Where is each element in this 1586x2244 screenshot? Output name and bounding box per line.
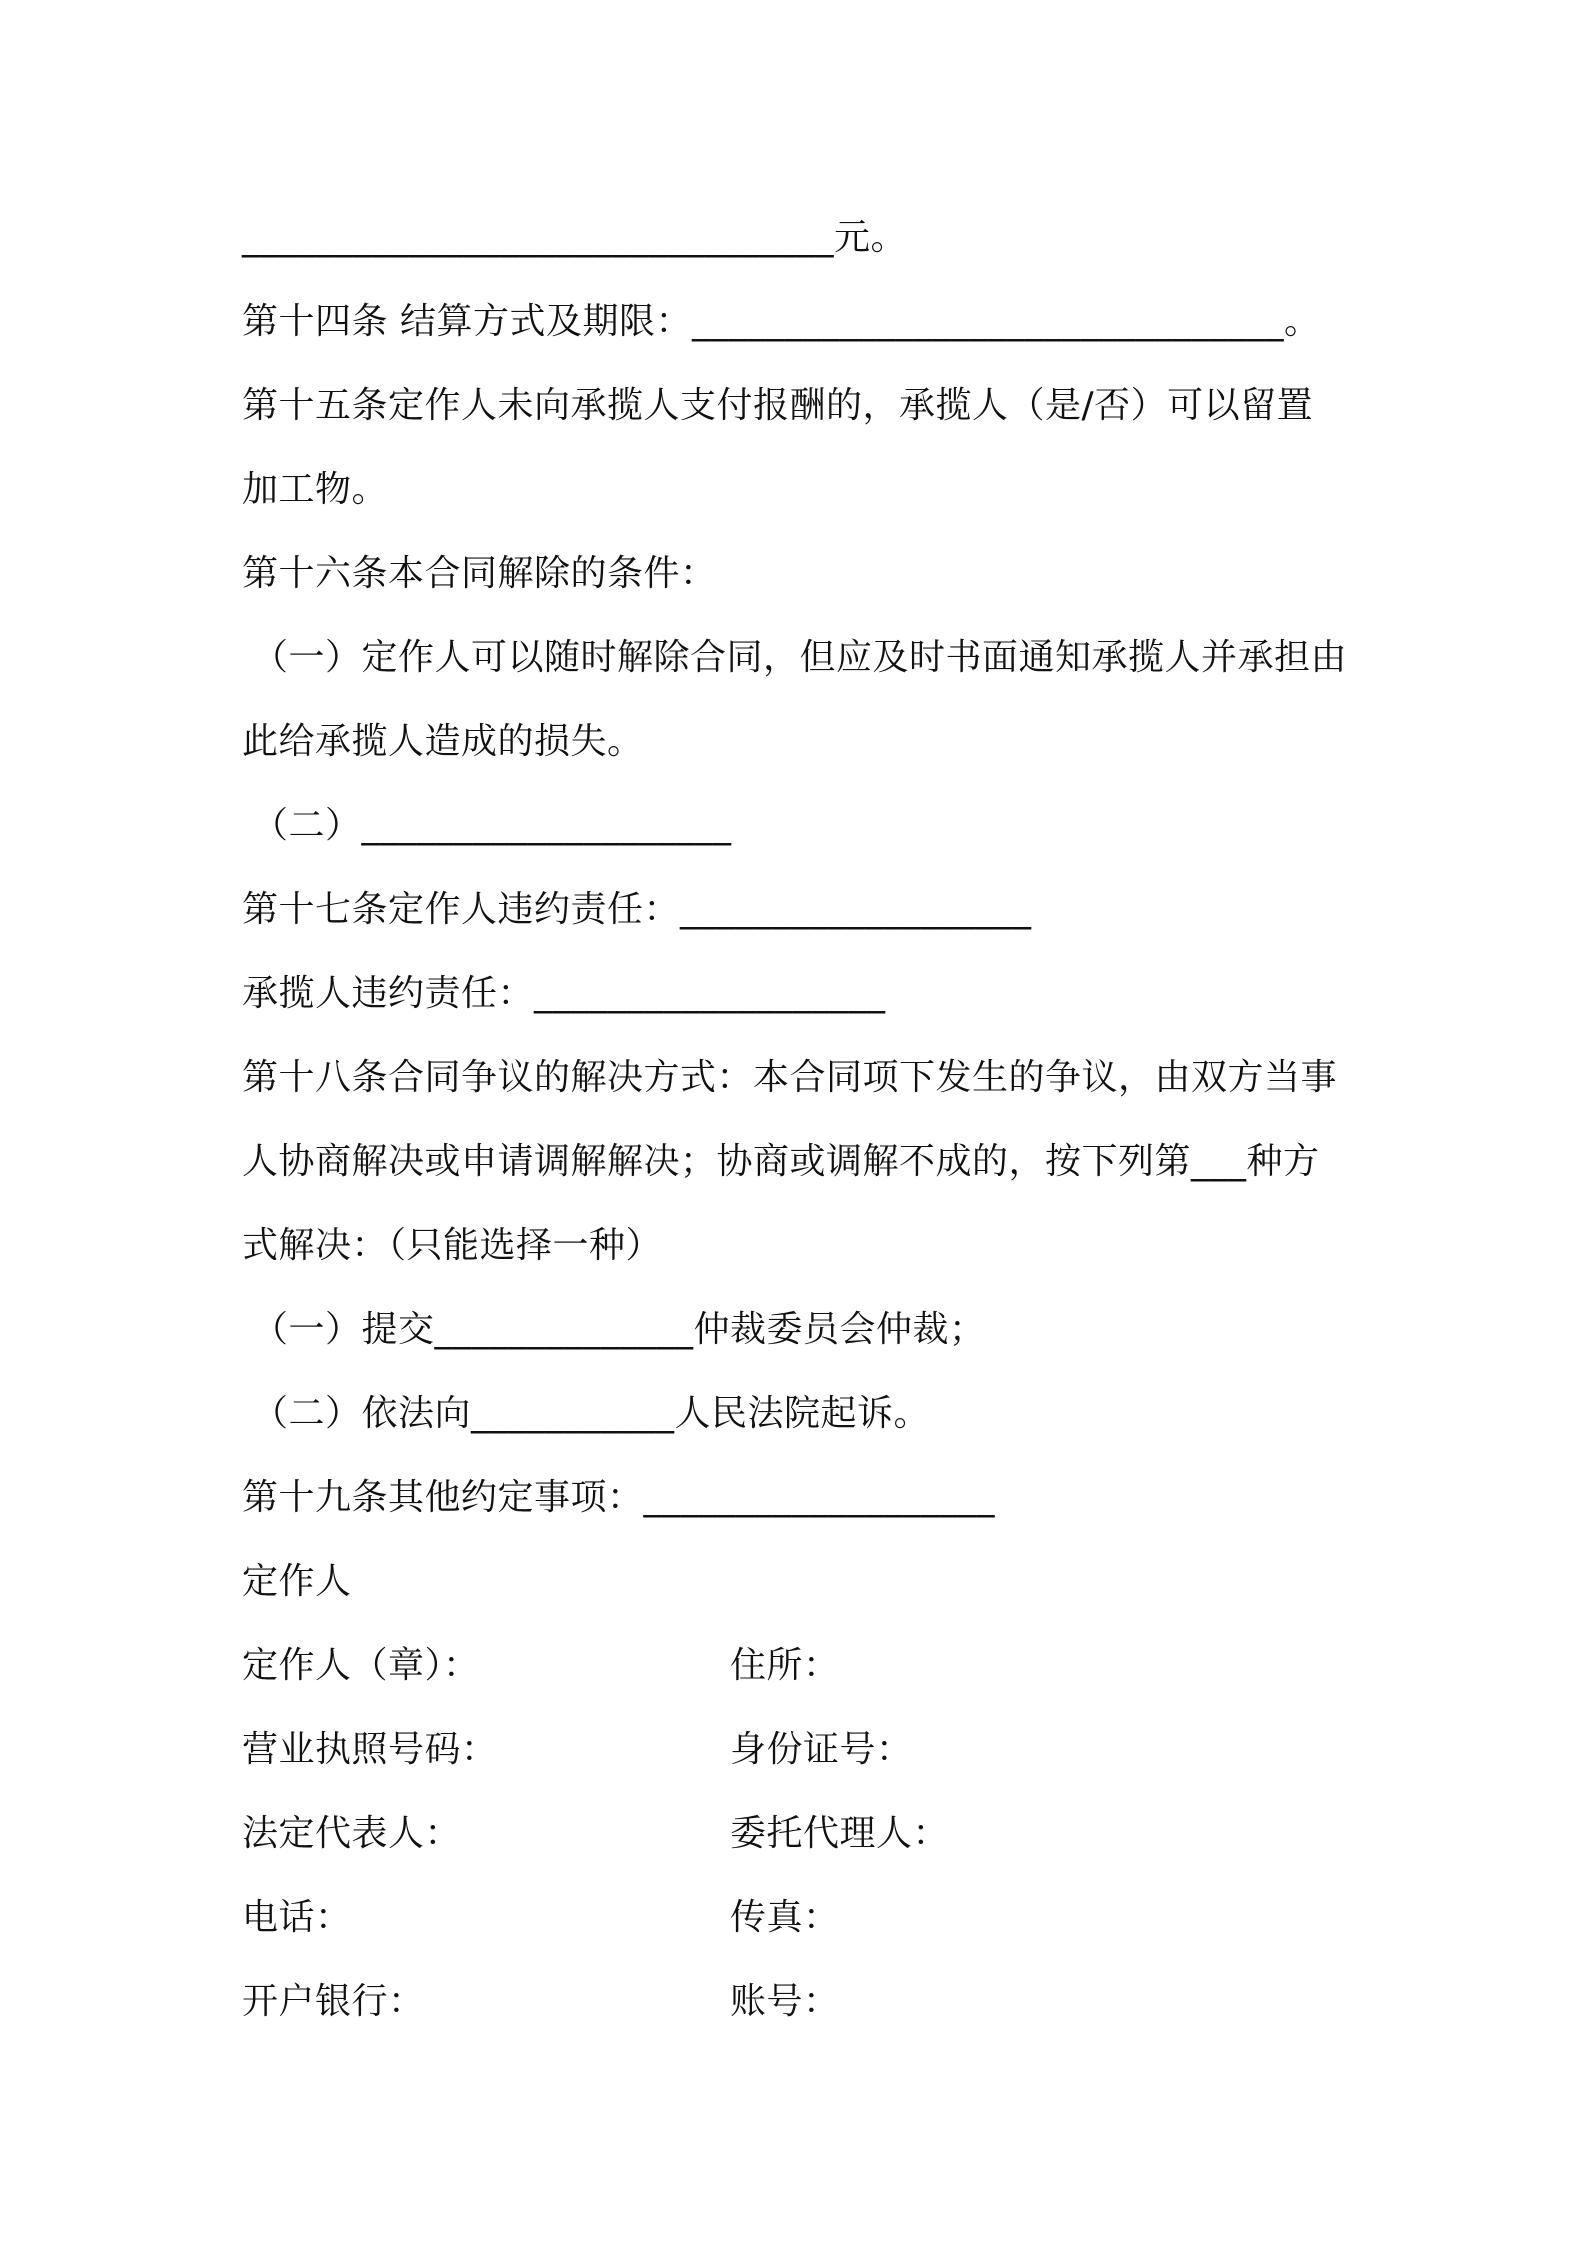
field-address: 住所： (730, 1645, 840, 1686)
field-business-license: 营业执照号码： (242, 1729, 498, 1770)
article-18-option-2: （二）依法向___________人民法院起诉。 (252, 1393, 931, 1434)
field-orderer-seal: 定作人（章）： (242, 1645, 480, 1686)
article-16: 第十六条本合同解除的条件： (242, 553, 717, 594)
article-18: 第十八条合同争议的解决方式：本合同项下发生的争议，由双方当事 (242, 1057, 1338, 1098)
article-16-item-1: （一）定作人可以随时解除合同，但应及时书面通知承揽人并承担由 (252, 637, 1348, 678)
field-phone: 电话： (242, 1897, 352, 1938)
article-19: 第十九条其他约定事项：___________________ (242, 1477, 996, 1518)
article-18-cont-2: 式解决：（只能选择一种） (242, 1225, 663, 1266)
field-authorized-agent: 委托代理人： (730, 1813, 950, 1854)
article-15: 第十五条定作人未向承揽人支付报酬的，承揽人（是/否）可以留置 (242, 385, 1314, 426)
article-18-cont: 人协商解决或申请调解解决；协商或调解不成的，按下列第___种方 (242, 1141, 1320, 1182)
field-id-number: 身份证号： (730, 1729, 913, 1770)
field-fax: 传真： (730, 1897, 840, 1938)
field-bank: 开户银行： (242, 1981, 425, 2022)
field-account-number: 账号： (730, 1981, 840, 2022)
orderer-heading: 定作人 (242, 1561, 352, 1602)
article-14: 第十四条 结算方式及期限：________________________________。 (242, 301, 1321, 342)
field-legal-representative: 法定代表人： (242, 1813, 462, 1854)
article-16-item-1-cont: 此给承揽人造成的损失。 (242, 721, 644, 762)
article-15-cont: 加工物。 (242, 469, 389, 510)
contractor-liability: 承揽人违约责任：___________________ (242, 973, 886, 1014)
article-18-option-1: （一）提交______________仲裁委员会仲裁； (252, 1309, 986, 1350)
payment-amount-line: ________________________________元。 (242, 217, 907, 258)
article-17: 第十七条定作人违约责任：___________________ (242, 889, 1032, 930)
article-16-item-2: （二）____________________ (252, 805, 732, 846)
